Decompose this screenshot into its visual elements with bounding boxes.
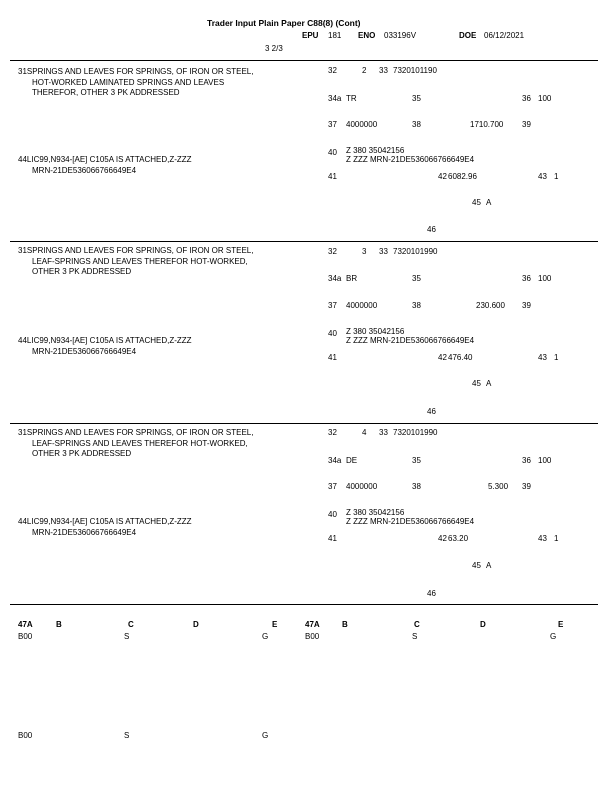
item-description: 31SPRINGS AND LEAVES FOR SPRINGS, OF IRON OR STEEL, HOT-WORKED LAMINATED SPRINGS AND LEAVES THEREFOR, OTHER 3 PK ADDRESSED bbox=[18, 67, 254, 97]
box40-line1: Z 380 35042156 bbox=[346, 327, 405, 336]
item-divider bbox=[10, 423, 598, 424]
box32-label: 32 bbox=[328, 66, 337, 75]
box46-label: 46 bbox=[427, 589, 436, 598]
net-mass: 1710.700 bbox=[470, 120, 504, 129]
box40-line1: Z 380 35042156 bbox=[346, 146, 405, 155]
box45-value: A bbox=[486, 379, 492, 388]
box34a-label: 34a bbox=[328, 94, 342, 103]
item-price: 476.40 bbox=[448, 353, 473, 362]
box45-value: A bbox=[486, 561, 492, 570]
box45-label: 45 bbox=[472, 379, 481, 388]
origin-country: DE bbox=[346, 456, 358, 465]
box37-label: 37 bbox=[328, 482, 337, 491]
item-description: 31SPRINGS AND LEAVES FOR SPRINGS, OF IRON OR STEEL, LEAF-SPRINGS AND LEAVES THEREFOR HOT-WORKED, OTHER 3 PK ADDRESSED bbox=[18, 428, 254, 458]
box43-value: 1 bbox=[554, 534, 559, 543]
box46-label: 46 bbox=[427, 225, 436, 234]
box47-left-r1-b: B00 bbox=[18, 632, 33, 641]
doe-label: DOE bbox=[459, 31, 477, 40]
box32-label: 32 bbox=[328, 247, 337, 256]
box47-left-label: 47A bbox=[18, 620, 33, 629]
box33-label: 33 bbox=[379, 428, 388, 437]
box41-label: 41 bbox=[328, 353, 337, 362]
box47-left-r2-b: B00 bbox=[18, 731, 33, 740]
box47-right-r1-e: G bbox=[550, 632, 557, 641]
box45-value: A bbox=[486, 198, 492, 207]
eno-label: ENO bbox=[358, 31, 376, 40]
additional-info: 44LIC99,N934-[AE] C105A IS ATTACHED,Z-ZZZ MRN-21DE536066766649E4 bbox=[18, 155, 192, 175]
box47-left-col-b: B bbox=[56, 620, 62, 629]
box38-label: 38 bbox=[412, 301, 421, 310]
origin-country: BR bbox=[346, 274, 358, 283]
item-divider bbox=[10, 241, 598, 242]
item-number: 4 bbox=[362, 428, 367, 437]
box39-label: 39 bbox=[522, 301, 531, 310]
box41-label: 41 bbox=[328, 172, 337, 181]
box40-label: 40 bbox=[328, 148, 337, 157]
box39-label: 39 bbox=[522, 482, 531, 491]
additional-info: 44LIC99,N934-[AE] C105A IS ATTACHED,Z-ZZZ MRN-21DE536066766649E4 bbox=[18, 336, 192, 356]
box36-value: 100 bbox=[538, 94, 552, 103]
box47-right-col-b: B bbox=[342, 620, 348, 629]
box47-left-col-c: C bbox=[128, 620, 134, 629]
box40-line1: Z 380 35042156 bbox=[346, 508, 405, 517]
net-mass: 5.300 bbox=[488, 482, 509, 491]
box39-label: 39 bbox=[522, 120, 531, 129]
box47-left-r2-e: G bbox=[262, 731, 269, 740]
box36-label: 36 bbox=[522, 456, 531, 465]
box40-label: 40 bbox=[328, 329, 337, 338]
box47-left-col-d: D bbox=[193, 620, 199, 629]
box43-label: 43 bbox=[538, 353, 547, 362]
cpc-value: 4000000 bbox=[346, 482, 378, 491]
box40-label: 40 bbox=[328, 510, 337, 519]
box35-label: 35 bbox=[412, 456, 421, 465]
box36-label: 36 bbox=[522, 94, 531, 103]
box47-left-r1-e: G bbox=[262, 632, 269, 641]
origin-country: TR bbox=[346, 94, 357, 103]
box47-right-col-e: E bbox=[558, 620, 564, 629]
doe-value: 06/12/2021 bbox=[484, 31, 525, 40]
box47-left-r1-c: S bbox=[124, 632, 130, 641]
box43-value: 1 bbox=[554, 353, 559, 362]
box47-right-label: 47A bbox=[305, 620, 320, 629]
box38-label: 38 bbox=[412, 482, 421, 491]
box35-label: 35 bbox=[412, 274, 421, 283]
cpc-value: 4000000 bbox=[346, 120, 378, 129]
additional-info: 44LIC99,N934-[AE] C105A IS ATTACHED,Z-ZZZ MRN-21DE536066766649E4 bbox=[18, 517, 192, 537]
box47-right-col-d: D bbox=[480, 620, 486, 629]
page-number: 3 2/3 bbox=[265, 44, 283, 53]
box37-label: 37 bbox=[328, 301, 337, 310]
box36-value: 100 bbox=[538, 456, 552, 465]
box42-label: 42 bbox=[438, 534, 447, 543]
box43-value: 1 bbox=[554, 172, 559, 181]
box32-label: 32 bbox=[328, 428, 337, 437]
item-price: 6082.96 bbox=[448, 172, 477, 181]
box33-label: 33 bbox=[379, 66, 388, 75]
box46-label: 46 bbox=[427, 407, 436, 416]
box47-divider bbox=[10, 604, 598, 605]
box40-line2: Z ZZZ MRN-21DE536066766649E4 bbox=[346, 336, 475, 345]
box36-value: 100 bbox=[538, 274, 552, 283]
box35-label: 35 bbox=[412, 94, 421, 103]
commodity-code: 7320101990 bbox=[393, 428, 438, 437]
box41-label: 41 bbox=[328, 534, 337, 543]
box45-label: 45 bbox=[472, 561, 481, 570]
item-price: 63.20 bbox=[448, 534, 469, 543]
box47-right-r1-b: B00 bbox=[305, 632, 320, 641]
box45-label: 45 bbox=[472, 198, 481, 207]
commodity-code: 7320101990 bbox=[393, 247, 438, 256]
box34a-label: 34a bbox=[328, 274, 342, 283]
box38-label: 38 bbox=[412, 120, 421, 129]
epu-value: 181 bbox=[328, 31, 342, 40]
item-number: 3 bbox=[362, 247, 367, 256]
box47-left-col-e: E bbox=[272, 620, 278, 629]
box40-line2: Z ZZZ MRN-21DE536066766649E4 bbox=[346, 517, 475, 526]
box36-label: 36 bbox=[522, 274, 531, 283]
box42-label: 42 bbox=[438, 172, 447, 181]
item-description: 31SPRINGS AND LEAVES FOR SPRINGS, OF IRON OR STEEL, LEAF-SPRINGS AND LEAVES THEREFOR HOT-WORKED, OTHER 3 PK ADDRESSED bbox=[18, 246, 254, 276]
document-title: Trader Input Plain Paper C88(8) (Cont) bbox=[207, 18, 361, 28]
box43-label: 43 bbox=[538, 534, 547, 543]
box43-label: 43 bbox=[538, 172, 547, 181]
box47-left-r2-c: S bbox=[124, 731, 130, 740]
commodity-code: 7320101190 bbox=[393, 66, 437, 75]
cpc-value: 4000000 bbox=[346, 301, 378, 310]
net-mass: 230.600 bbox=[476, 301, 505, 310]
box42-label: 42 bbox=[438, 353, 447, 362]
item-number: 2 bbox=[362, 66, 367, 75]
box40-line2: Z ZZZ MRN-21DE536066766649E4 bbox=[346, 155, 475, 164]
box37-label: 37 bbox=[328, 120, 337, 129]
box47-right-col-c: C bbox=[414, 620, 420, 629]
eno-value: 033196V bbox=[384, 31, 417, 40]
box33-label: 33 bbox=[379, 247, 388, 256]
box47-right-r1-c: S bbox=[412, 632, 418, 641]
epu-label: EPU bbox=[302, 31, 319, 40]
item-divider bbox=[10, 60, 598, 61]
box34a-label: 34a bbox=[328, 456, 342, 465]
